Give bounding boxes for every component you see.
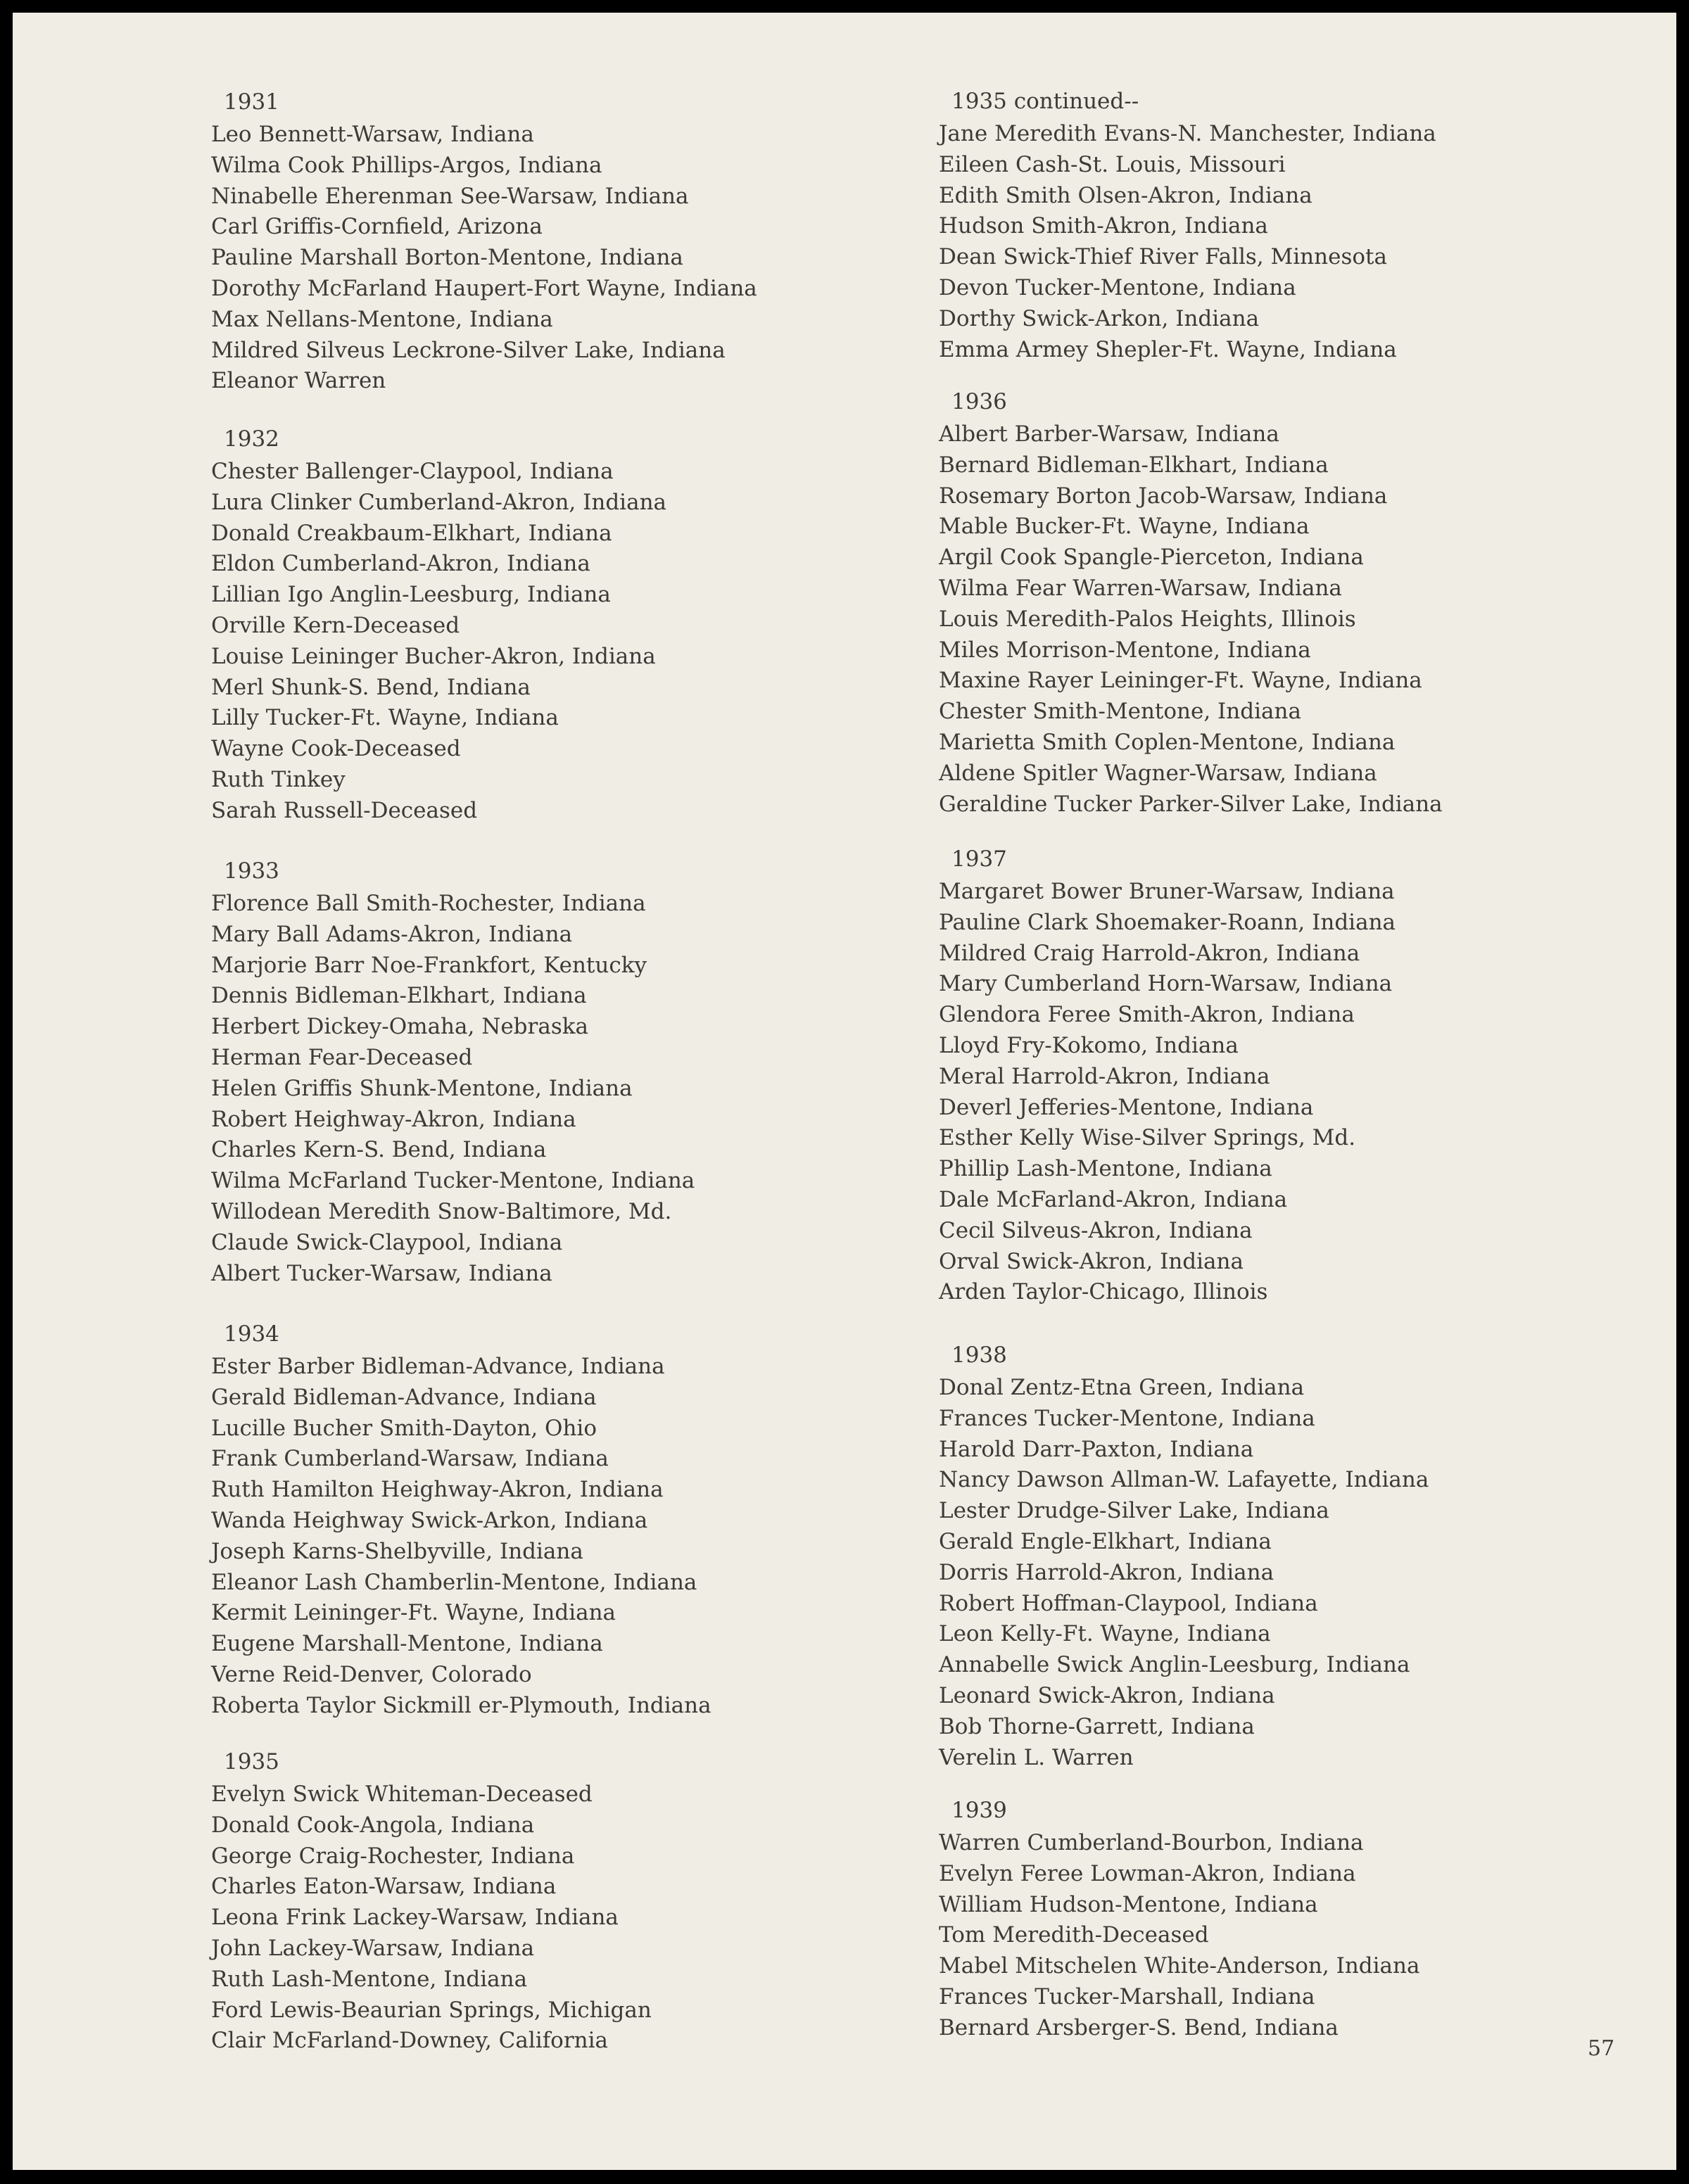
alumni-entry: Charles Kern-S. Bend, Indiana xyxy=(211,1137,547,1163)
alumni-entry: Lillian Igo Anglin-Leesburg, Indiana xyxy=(211,582,611,608)
alumni-entry: Herbert Dickey-Omaha, Nebraska xyxy=(211,1014,589,1040)
alumni-entry: Cecil Silveus-Akron, Indiana xyxy=(939,1217,1253,1243)
alumni-entry: Bob Thorne-Garrett, Indiana xyxy=(939,1713,1255,1739)
alumni-entry: Ninabelle Eherenman See-Warsaw, Indiana xyxy=(211,183,689,209)
alumni-entry: Louis Meredith-Palos Heights, Illinois xyxy=(939,606,1356,632)
alumni-entry: Herman Fear-Deceased xyxy=(211,1045,473,1070)
alumni-entry: Margaret Bower Bruner-Warsaw, Indiana xyxy=(939,879,1395,904)
alumni-entry: Verne Reid-Denver, Colorado xyxy=(211,1662,532,1687)
alumni-entry: Gerald Engle-Elkhart, Indiana xyxy=(939,1529,1272,1554)
alumni-entry: Chester Smith-Mentone, Indiana xyxy=(939,699,1301,725)
year-heading: 1939 xyxy=(951,1798,1007,1823)
alumni-entry: Eleanor Lash Chamberlin-Mentone, Indiana xyxy=(211,1569,697,1595)
year-heading: 1935 xyxy=(224,1749,279,1775)
alumni-entry: Merl Shunk-S. Bend, Indiana xyxy=(211,674,531,700)
year-heading: 1933 xyxy=(224,858,279,884)
alumni-entry: Ester Barber Bidleman-Advance, Indiana xyxy=(211,1354,665,1379)
alumni-entry: Rosemary Borton Jacob-Warsaw, Indiana xyxy=(939,483,1388,509)
alumni-entry: Donald Creakbaum-Elkhart, Indiana xyxy=(211,520,612,546)
alumni-entry: Marjorie Barr Noe-Frankfort, Kentucky xyxy=(211,952,647,978)
alumni-entry: Lura Clinker Cumberland-Akron, Indiana xyxy=(211,489,667,515)
alumni-entry: Verelin L. Warren xyxy=(939,1744,1134,1770)
alumni-entry: Ruth Tinkey xyxy=(211,767,346,792)
alumni-entry: Dorthy Swick-Arkon, Indiana xyxy=(939,305,1260,331)
alumni-entry: Phillip Lash-Mentone, Indiana xyxy=(939,1156,1272,1182)
alumni-entry: Ruth Hamilton Heighway-Akron, Indiana xyxy=(211,1477,664,1503)
alumni-entry: Eldon Cumberland-Akron, Indiana xyxy=(211,551,590,577)
document-page xyxy=(13,13,1676,2170)
alumni-entry: Willodean Meredith Snow-Baltimore, Md. xyxy=(211,1199,672,1224)
alumni-entry: Ford Lewis-Beaurian Springs, Michigan xyxy=(211,1997,652,2023)
year-heading: 1938 xyxy=(951,1342,1007,1368)
alumni-entry: Albert Tucker-Warsaw, Indiana xyxy=(211,1260,552,1286)
alumni-entry: Leona Frink Lackey-Warsaw, Indiana xyxy=(211,1905,619,1931)
page-number: 57 xyxy=(1588,2036,1615,2061)
alumni-entry: Mary Ball Adams-Akron, Indiana xyxy=(211,921,573,947)
alumni-entry: Tom Meredith-Deceased xyxy=(939,1922,1209,1948)
alumni-entry: Wilma Fear Warren-Warsaw, Indiana xyxy=(939,576,1342,601)
alumni-entry: Pauline Clark Shoemaker-Roann, Indiana xyxy=(939,909,1396,935)
alumni-entry: Edith Smith Olsen-Akron, Indiana xyxy=(939,182,1312,208)
year-heading: 1932 xyxy=(224,426,279,452)
alumni-entry: Lilly Tucker-Ft. Wayne, Indiana xyxy=(211,705,559,731)
alumni-entry: Wilma McFarland Tucker-Mentone, Indiana xyxy=(211,1168,695,1194)
alumni-entry: Charles Eaton-Warsaw, Indiana xyxy=(211,1874,557,1900)
alumni-entry: Pauline Marshall Borton-Mentone, Indiana xyxy=(211,245,683,271)
alumni-entry: Miles Morrison-Mentone, Indiana xyxy=(939,637,1311,663)
alumni-entry: Eileen Cash-St. Louis, Missouri xyxy=(939,151,1286,177)
alumni-entry: Robert Heighway-Akron, Indiana xyxy=(211,1106,576,1132)
alumni-entry: Leonard Swick-Akron, Indiana xyxy=(939,1683,1275,1708)
alumni-entry: Wilma Cook Phillips-Argos, Indiana xyxy=(211,152,602,178)
alumni-entry: Deverl Jefferies-Mentone, Indiana xyxy=(939,1094,1314,1120)
alumni-entry: Esther Kelly Wise-Silver Springs, Md. xyxy=(939,1125,1356,1151)
alumni-entry: Hudson Smith-Akron, Indiana xyxy=(939,213,1268,239)
alumni-entry: Meral Harrold-Akron, Indiana xyxy=(939,1063,1270,1089)
alumni-entry: Argil Cook Spangle-Pierceton, Indiana xyxy=(939,545,1364,571)
alumni-entry: Dorris Harrold-Akron, Indiana xyxy=(939,1559,1274,1585)
alumni-entry: Claude Swick-Claypool, Indiana xyxy=(211,1229,563,1255)
alumni-entry: Glendora Feree Smith-Akron, Indiana xyxy=(939,1002,1355,1028)
alumni-entry: Evelyn Swick Whiteman-Deceased xyxy=(211,1782,593,1807)
alumni-entry: Annabelle Swick Anglin-Leesburg, Indiana xyxy=(939,1652,1410,1678)
alumni-entry: Mary Cumberland Horn-Warsaw, Indiana xyxy=(939,971,1393,997)
year-heading: 1937 xyxy=(951,846,1007,872)
alumni-entry: Florence Ball Smith-Rochester, Indiana xyxy=(211,891,646,916)
year-heading: 1931 xyxy=(224,89,279,115)
alumni-entry: Eleanor Warren xyxy=(211,368,386,394)
alumni-entry: Donal Zentz-Etna Green, Indiana xyxy=(939,1375,1305,1400)
alumni-entry: Albert Barber-Warsaw, Indiana xyxy=(939,421,1279,447)
alumni-entry: Mabel Mitschelen White-Anderson, Indiana xyxy=(939,1953,1420,1979)
alumni-entry: Leo Bennett-Warsaw, Indiana xyxy=(211,122,534,147)
alumni-entry: Frank Cumberland-Warsaw, Indiana xyxy=(211,1446,609,1472)
alumni-entry: Orville Kern-Deceased xyxy=(211,613,460,638)
alumni-entry: Warren Cumberland-Bourbon, Indiana xyxy=(939,1830,1364,1855)
alumni-entry: Arden Taylor-Chicago, Illinois xyxy=(939,1279,1268,1305)
alumni-entry: Clair McFarland-Downey, California xyxy=(211,2028,609,2054)
alumni-entry: Orval Swick-Akron, Indiana xyxy=(939,1248,1244,1274)
alumni-entry: Wayne Cook-Deceased xyxy=(211,736,461,762)
alumni-entry: Robert Hoffman-Claypool, Indiana xyxy=(939,1590,1318,1616)
alumni-entry: Wanda Heighway Swick-Arkon, Indiana xyxy=(211,1508,648,1533)
alumni-entry: Frances Tucker-Marshall, Indiana xyxy=(939,1984,1315,2010)
alumni-entry: Dennis Bidleman-Elkhart, Indiana xyxy=(211,983,587,1009)
alumni-entry: Lloyd Fry-Kokomo, Indiana xyxy=(939,1033,1239,1058)
alumni-entry: Geraldine Tucker Parker-Silver Lake, Indiana xyxy=(939,791,1443,817)
alumni-entry: Sarah Russell-Deceased xyxy=(211,797,478,823)
alumni-entry: Ruth Lash-Mentone, Indiana xyxy=(211,1966,528,1992)
alumni-entry: Joseph Karns-Shelbyville, Indiana xyxy=(211,1538,583,1564)
alumni-entry: Maxine Rayer Leininger-Ft. Wayne, Indiana xyxy=(939,668,1422,694)
alumni-entry: Bernard Bidleman-Elkhart, Indiana xyxy=(939,452,1329,478)
alumni-entry: Gerald Bidleman-Advance, Indiana xyxy=(211,1384,597,1410)
alumni-entry: Aldene Spitler Wagner-Warsaw, Indiana xyxy=(939,760,1377,786)
alumni-entry: Harold Darr-Paxton, Indiana xyxy=(939,1436,1254,1462)
alumni-entry: Max Nellans-Mentone, Indiana xyxy=(211,306,553,332)
alumni-entry: Mildred Craig Harrold-Akron, Indiana xyxy=(939,940,1360,966)
alumni-entry: Kermit Leininger-Ft. Wayne, Indiana xyxy=(211,1600,616,1626)
alumni-entry: George Craig-Rochester, Indiana xyxy=(211,1843,575,1869)
alumni-entry: Frances Tucker-Mentone, Indiana xyxy=(939,1405,1315,1431)
alumni-entry: William Hudson-Mentone, Indiana xyxy=(939,1891,1318,1917)
alumni-entry: John Lackey-Warsaw, Indiana xyxy=(211,1936,535,1961)
alumni-entry: Chester Ballenger-Claypool, Indiana xyxy=(211,459,614,484)
alumni-entry: Evelyn Feree Lowman-Akron, Indiana xyxy=(939,1860,1356,1886)
alumni-entry: Devon Tucker-Mentone, Indiana xyxy=(939,275,1296,300)
alumni-entry: Donald Cook-Angola, Indiana xyxy=(211,1812,535,1838)
year-heading: 1935 continued-- xyxy=(951,89,1139,114)
alumni-entry: Helen Griffis Shunk-Mentone, Indiana xyxy=(211,1075,633,1101)
alumni-entry: Lester Drudge-Silver Lake, Indiana xyxy=(939,1498,1329,1524)
alumni-entry: Dale McFarland-Akron, Indiana xyxy=(939,1187,1288,1212)
year-heading: 1934 xyxy=(224,1321,279,1347)
alumni-entry: Emma Armey Shepler-Ft. Wayne, Indiana xyxy=(939,336,1397,362)
alumni-entry: Marietta Smith Coplen-Mentone, Indiana xyxy=(939,730,1396,755)
alumni-entry: Louise Leininger Bucher-Akron, Indiana xyxy=(211,643,656,669)
alumni-entry: Roberta Taylor Sickmill er-Plymouth, Indiana xyxy=(211,1692,711,1718)
alumni-entry: Dorothy McFarland Haupert-Fort Wayne, Indiana xyxy=(211,276,757,301)
alumni-entry: Eugene Marshall-Mentone, Indiana xyxy=(211,1631,603,1657)
alumni-entry: Bernard Arsberger-S. Bend, Indiana xyxy=(939,2014,1339,2040)
alumni-entry: Mildred Silveus Leckrone-Silver Lake, Indiana xyxy=(211,337,726,363)
alumni-entry: Jane Meredith Evans-N. Manchester, Indiana xyxy=(939,121,1436,146)
alumni-entry: Mable Bucker-Ft. Wayne, Indiana xyxy=(939,514,1310,540)
alumni-entry: Nancy Dawson Allman-W. Lafayette, Indiana xyxy=(939,1467,1429,1493)
year-heading: 1936 xyxy=(951,389,1007,414)
alumni-entry: Lucille Bucher Smith-Dayton, Ohio xyxy=(211,1415,597,1441)
alumni-entry: Carl Griffis-Cornfield, Arizona xyxy=(211,214,543,240)
alumni-entry: Leon Kelly-Ft. Wayne, Indiana xyxy=(939,1621,1271,1647)
alumni-entry: Dean Swick-Thief River Falls, Minnesota xyxy=(939,244,1387,270)
